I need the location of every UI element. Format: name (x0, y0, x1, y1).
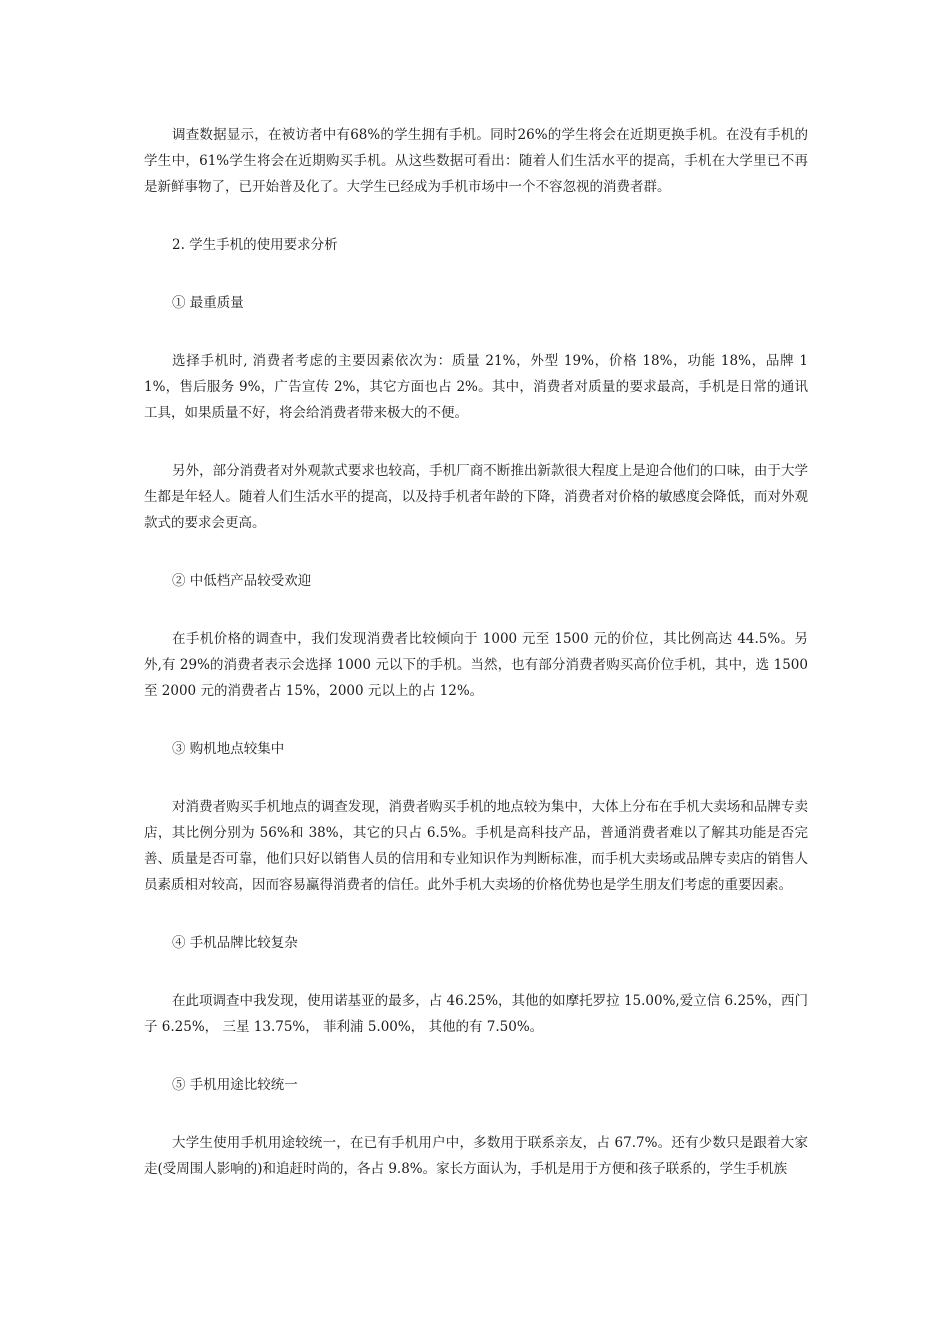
subheading-mid-low-price: ② 中低档产品较受欢迎 (172, 573, 312, 589)
paragraph-appearance: 另外，部分消费者对外观款式要求也较高，手机厂商不断推出新款很大程度上是迎合他们的口味，由于大学生都是年轻人。随着人们生活水平的提高，以及持手机者年龄的下降，消费者对价格的敏感度会降低，而对外观款式的要求会更高。 (144, 463, 808, 531)
subheading-usage: ⑤ 手机用途比较统一 (172, 1077, 298, 1093)
paragraph-purchase-location: 对消费者购买手机地点的调查发现，消费者购买手机的地点较为集中，大体上分布在手机大卖场和品牌专卖店，其比例分别为 56%和 38%，其它的只占 6.5%。手机是高科技产品，普通消费者难以了解其功能是否完善、质量是否可靠，他们只好以销售人员的信用和专业知识作为判断标准，而手机大卖场或品牌专卖店的销售人员素质相对较高，因而容易赢得消费者的信任。此外手机大卖场的价格优势也是学生朋友们考虑的重要因素。 (144, 799, 808, 893)
subheading-brands: ④ 手机品牌比较复杂 (172, 935, 298, 951)
section-heading-usage-requirements: 2. 学生手机的使用要求分析 (172, 237, 338, 253)
paragraph-price-survey: 在手机价格的调查中，我们发现消费者比较倾向于 1000 元至 1500 元的价位，其比例高达 44.5%。另外,有 29%的消费者表示会选择 1000 元以下的手机。当然，也有部分消费者购买高价位手机，其中，选 1500 至 2000 元的消费者占 15%，2000 元以上的占 12%。 (144, 631, 808, 699)
paragraph-selection-factors: 选择手机时, 消费者考虑的主要因素依次为：质量 21%，外型 19%，价格 18%，功能 18%，品牌 11%，售后服务 9%，广告宣传 2%，其它方面也占 2%。其中，消费者对质量的要求最高，手机是日常的通讯工具，如果质量不好，将会给消费者带来极大的不便。 (144, 353, 808, 421)
paragraph-ownership-survey: 调查数据显示，在被访者中有68%的学生拥有手机。同时26%的学生将会在近期更换手机。在没有手机的学生中，61%学生将会在近期购买手机。从这些数据可看出：随着人们生活水平的提高，手机在大学里已不再是新鲜事物了，已开始普及化了。大学生已经成为手机市场中一个不容忽视的消费者群。 (144, 127, 808, 195)
subheading-purchase-location: ③ 购机地点较集中 (172, 741, 285, 757)
paragraph-usage: 大学生使用手机用途较统一，在已有手机用户中，多数用于联系亲友，占 67.7%。还有少数只是跟着大家走(受周围人影响的)和追赶时尚的，各占 9.8%。家长方面认为，手机是用于方便和孩子联系的，学生手机族 (144, 1135, 808, 1177)
paragraph-brands: 在此项调查中我发现，使用诺基亚的最多，占 46.25%，其他的如摩托罗拉 15.00%,爱立信 6.25%，西门子 6.25%， 三星 13.75%， 菲利浦 5.00%， 其他的有 7.50%。 (144, 993, 808, 1035)
document-page (144, 122, 808, 1182)
subheading-quality: ① 最重质量 (172, 295, 244, 311)
